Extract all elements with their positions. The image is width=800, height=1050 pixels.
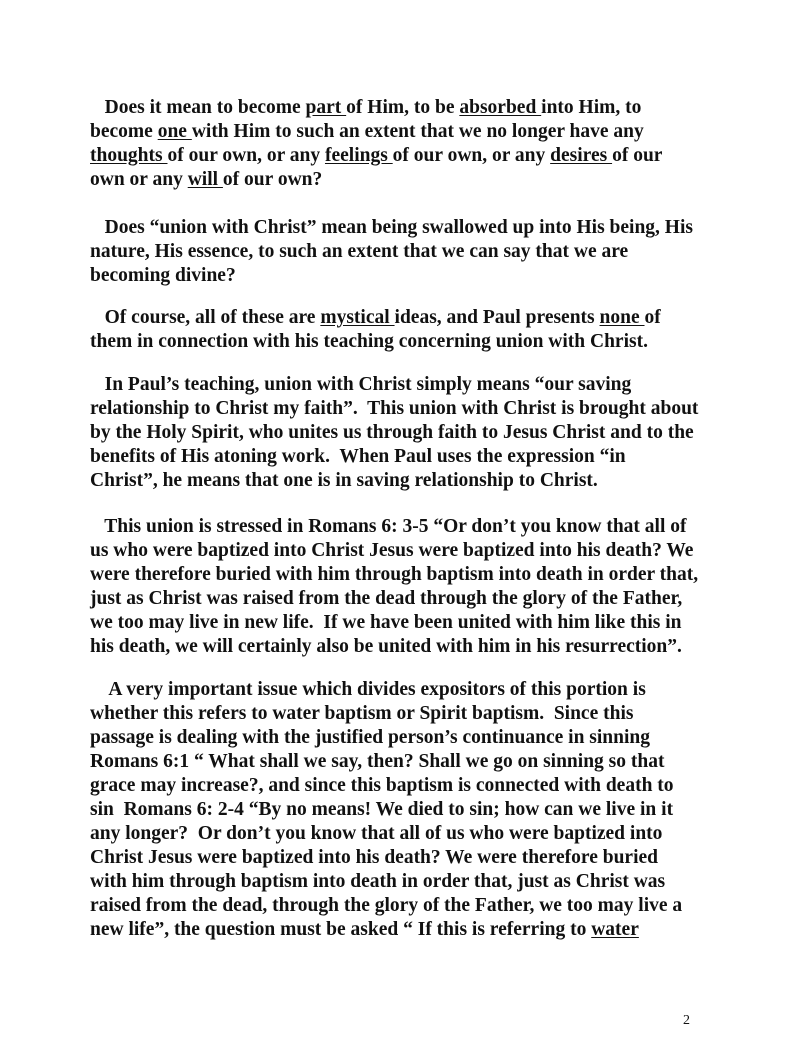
text-run: Christ”, he means that one is in saving relationship to Christ. [90, 470, 598, 491]
text-run: This union is stressed in Romans 6: 3-5 “Or don’t you know that all of [90, 516, 687, 537]
text-line [90, 587, 750, 611]
page-number: 2 [683, 1013, 690, 1028]
paragraph-baptism-issue [90, 678, 750, 942]
text-run: by the Holy Spirit, who unites us through faith to Jesus Christ and to the [90, 422, 694, 443]
underlined-text: part [305, 97, 347, 118]
text-run: of our own, or any [167, 145, 325, 166]
text-line [90, 306, 750, 330]
underlined-text: one [157, 121, 192, 142]
text-line [90, 726, 750, 750]
paragraph-swallowed-up [90, 216, 750, 288]
text-line [90, 264, 750, 288]
paragraph-pauls-teaching [90, 373, 750, 493]
text-line [90, 445, 750, 469]
text-run: In Paul’s teaching, union with Christ simply means “our saving [90, 374, 632, 395]
text-line [90, 678, 750, 702]
text-run: Does “union with Christ” mean being swallowed up into His being, His [90, 217, 693, 238]
text-run: his death, we will certainly also be united with him in his resurrection”. [90, 636, 682, 657]
text-line [90, 240, 750, 264]
underlined-text: none [599, 307, 645, 328]
text-run: become [90, 121, 158, 142]
text-run: any longer? Or don’t you know that all of us who were baptized into [90, 823, 663, 844]
text-run: Of course, all of these are [90, 307, 321, 328]
text-run: Does it mean to become [90, 97, 306, 118]
paragraph-mystical-ideas [90, 306, 750, 354]
text-run: becoming divine? [90, 265, 236, 286]
text-line [90, 330, 750, 354]
text-line [90, 563, 750, 587]
text-run: A very important issue which divides expositors of this portion is [90, 679, 646, 700]
text-run: of Him, to be [346, 97, 460, 118]
paragraph-union-meaning [90, 96, 750, 192]
text-line [90, 798, 750, 822]
text-line [90, 870, 750, 894]
text-run: own or any [90, 169, 188, 190]
text-line [90, 539, 750, 563]
text-run: into Him, to [541, 97, 642, 118]
text-run: just as Christ was raised from the dead through the glory of the Father, [90, 588, 683, 609]
text-line [90, 373, 750, 397]
text-run: Christ Jesus were baptized into his death? We were therefore buried [90, 847, 658, 868]
text-line [90, 515, 750, 539]
text-run: whether this refers to water baptism or Spirit baptism. Since this [90, 703, 634, 724]
text-run: with Him to such an extent that we no longer have any [191, 121, 644, 142]
underlined-text: mystical [320, 307, 395, 328]
text-run: benefits of His atoning work. When Paul uses the expression “in [90, 446, 626, 467]
text-line [90, 421, 750, 445]
text-line [90, 894, 750, 918]
underlined-text: feelings [324, 145, 393, 166]
text-run: of our [612, 145, 663, 166]
underlined-text: desires [550, 145, 613, 166]
underlined-text: will [187, 169, 223, 190]
text-line [90, 469, 750, 493]
text-run: them in connection with his teaching concerning union with Christ. [90, 331, 648, 352]
text-run: sin Romans 6: 2-4 “By no means! We died to sin; how can we live in it [90, 799, 674, 820]
text-line [90, 611, 750, 635]
text-line [90, 750, 750, 774]
underlined-text: thoughts [90, 145, 168, 166]
text-line [90, 635, 750, 659]
text-run: Romans 6:1 “ What shall we say, then? Shall we go on sinning so that [90, 751, 665, 772]
text-line [90, 120, 750, 144]
text-line [90, 96, 750, 120]
text-run: with him through baptism into death in order that, just as Christ was [90, 871, 666, 892]
text-run: of our own? [222, 169, 323, 190]
text-line [90, 774, 750, 798]
text-line [90, 918, 750, 942]
text-line [90, 702, 750, 726]
text-run: grace may increase?, and since this baptism is connected with death to [90, 775, 674, 796]
text-line [90, 846, 750, 870]
text-run: new life”, the question must be asked “ If this is referring to [90, 919, 592, 940]
underlined-text: water [591, 919, 639, 940]
underlined-text: absorbed [459, 97, 542, 118]
text-run: relationship to Christ my faith”. This union with Christ is brought about [90, 398, 699, 419]
text-line [90, 216, 750, 240]
text-run: passage is dealing with the justified person’s continuance in sinning [90, 727, 650, 748]
text-line [90, 822, 750, 846]
text-run: were therefore buried with him through baptism into death in order that, [90, 564, 699, 585]
text-run: of [644, 307, 661, 328]
text-run: nature, His essence, to such an extent that we can say that we are [90, 241, 629, 262]
text-run: of our own, or any [392, 145, 551, 166]
text-line [90, 397, 750, 421]
text-line [90, 168, 750, 192]
text-line [90, 144, 750, 168]
text-run: raised from the dead, through the glory of the Father, we too may live a [90, 895, 683, 916]
paragraph-romans-6-3-5 [90, 515, 750, 659]
text-run: ideas, and Paul presents [394, 307, 600, 328]
text-run: us who were baptized into Christ Jesus were baptized into his death? We [90, 540, 694, 561]
text-run: we too may live in new life. If we have been united with him like this in [90, 612, 682, 633]
